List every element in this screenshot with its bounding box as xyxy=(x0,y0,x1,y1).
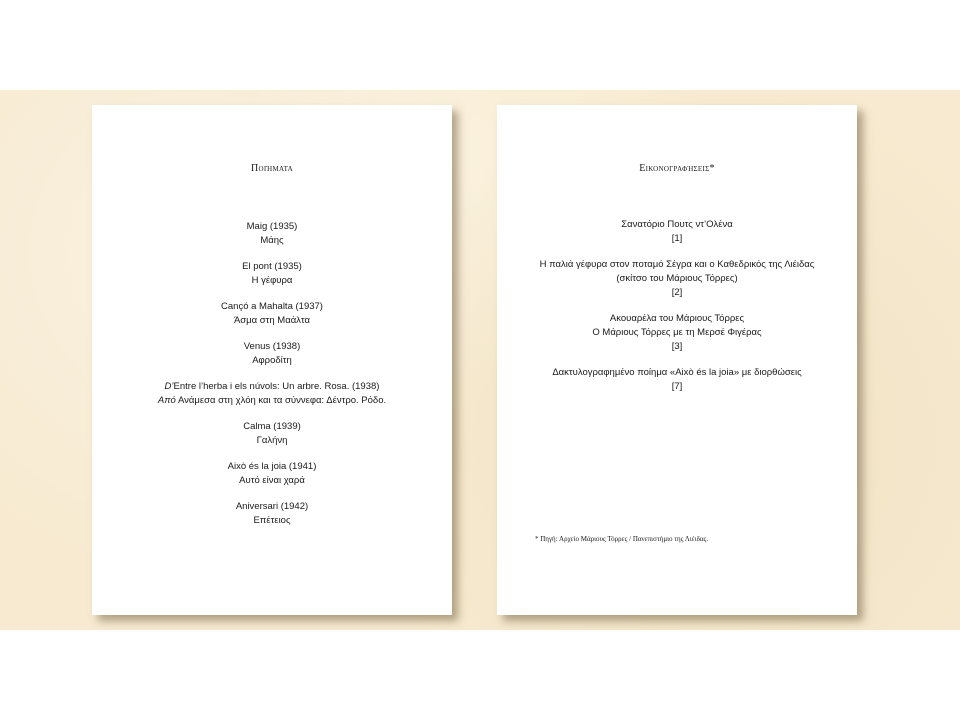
poem-translated-title: Επέτειος xyxy=(253,515,291,526)
illustration-page-ref: [2] xyxy=(671,287,683,298)
illustrations-list xyxy=(497,218,857,406)
poem-original-title: Aniversari (1942) xyxy=(235,501,309,512)
poem-original-title: Això és la joia (1941) xyxy=(227,461,317,472)
illustration-page-ref: [7] xyxy=(671,381,683,392)
poem-entry xyxy=(92,380,452,408)
poem-entry xyxy=(92,340,452,368)
illustration-caption: Η παλιά γέφυρα στον ποταμό Σέγρα και ο Καθεδρικός της Λιέιδας xyxy=(539,259,815,270)
poem-entry xyxy=(92,500,452,528)
poem-translated-title: Αυτό είναι χαρά xyxy=(239,475,305,486)
poem-translated-title: Άσμα στη Μαάλτα xyxy=(233,315,311,326)
source-footnote: * Πηγή: Αρχείο Μάριους Τόρρες / Πανεπιστήμιο της Λιέιδας. xyxy=(535,535,709,543)
title-rest: Entre l’herba i els núvols: Un arbre. Rosa. (1938) xyxy=(173,381,380,392)
illustration-entry xyxy=(497,366,857,394)
illustration-page-ref: [3] xyxy=(671,341,683,352)
illustration-entry xyxy=(497,218,857,246)
poem-original-title: Maig (1935) xyxy=(246,221,298,232)
illustration-caption: Ο Μάριους Τόρρες με τη Μερσέ Φιγέρας xyxy=(592,327,762,338)
illustration-caption: Σανατόριο Πουτς ντ’Ολένα xyxy=(621,219,733,230)
illustration-entry xyxy=(497,258,857,300)
poems-list xyxy=(92,220,452,540)
poem-original-title xyxy=(92,380,452,394)
title-rest: Ανάμεσα στη χλόη και τα σύννεφα: Δέντρο. Ρόδο. xyxy=(175,395,387,406)
italic-prefix: D’ xyxy=(164,381,174,392)
illustration-caption: (σκίτσο του Μάριους Τόρρες) xyxy=(616,273,738,284)
poem-entry xyxy=(92,220,452,248)
illustration-caption: Ακουαρέλα του Μάριους Τόρρες xyxy=(609,313,745,324)
italic-prefix: Από xyxy=(157,395,176,406)
poem-original-title: Cançó a Mahalta (1937) xyxy=(221,301,323,312)
poem-translated-title: Αφροδίτη xyxy=(252,355,292,366)
poem-entry xyxy=(92,460,452,488)
illustration-caption: Δακτυλογραφημένο ποίημα «Això és la joia» με διορθώσεις xyxy=(552,367,802,378)
poem-original-title: El pont (1935) xyxy=(242,261,302,272)
illustration-page-ref: [1] xyxy=(671,233,683,244)
poem-translated-title: Η γέφυρα xyxy=(251,275,293,286)
poem-entry xyxy=(92,420,452,448)
illustrations-page xyxy=(497,105,857,615)
illustration-entry xyxy=(497,312,857,354)
illustrations-heading: Εικονογραφήσεις* xyxy=(639,163,715,174)
poem-translated-title xyxy=(92,394,452,408)
poems-heading: Ποιήματα xyxy=(251,163,293,174)
poems-page xyxy=(92,105,452,615)
poem-entry xyxy=(92,260,452,288)
poem-original-title: Venus (1938) xyxy=(243,341,301,352)
poem-entry xyxy=(92,300,452,328)
poem-translated-title: Γαλήνη xyxy=(256,435,288,446)
poem-translated-title: Μάης xyxy=(260,235,284,246)
poem-original-title: Calma (1939) xyxy=(243,421,301,432)
